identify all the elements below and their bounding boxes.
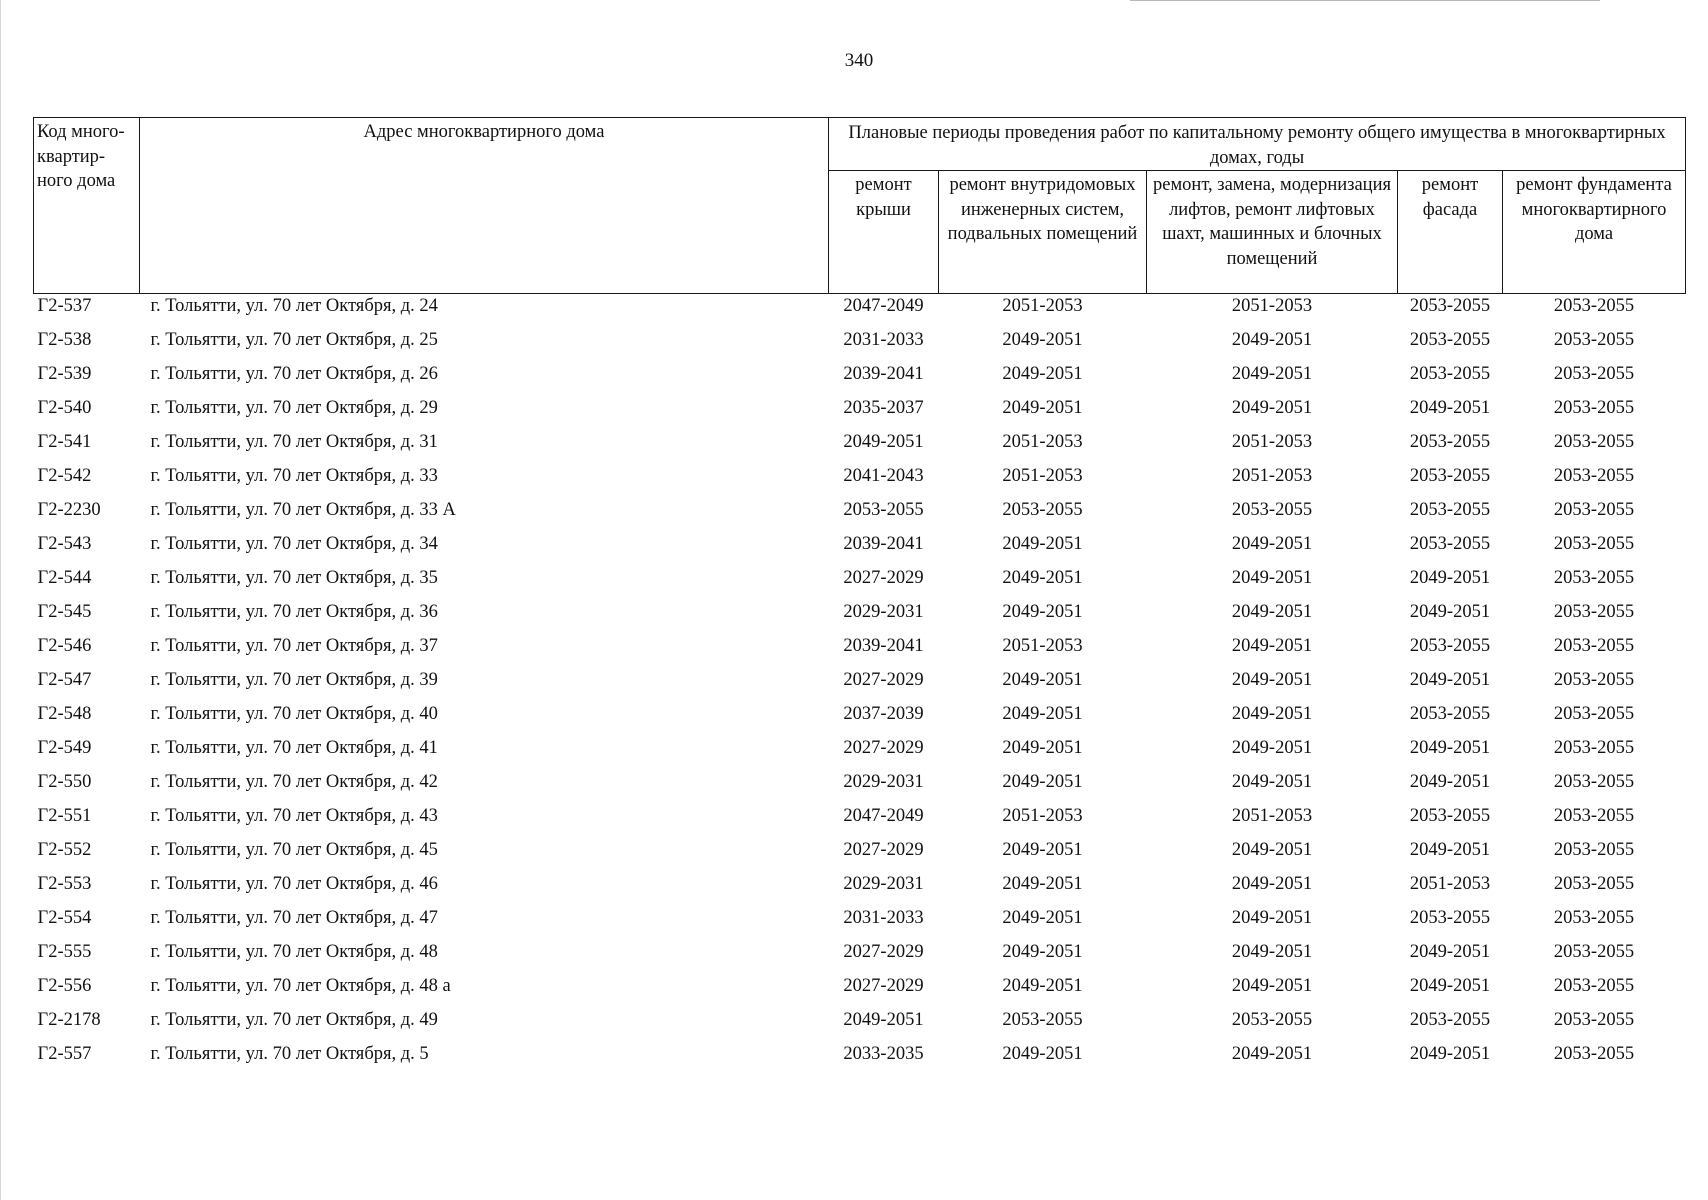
cell-foundation: 2053-2055 [1553,1044,1635,1064]
cell-code: Г2-540 [37,398,92,418]
cell-address: г. Тольятти, ул. 70 лет Октября, д. 33 А [150,500,456,520]
table-row [34,532,1686,566]
cell-address: г. Тольятти, ул. 70 лет Октября, д. 24 [150,296,438,316]
cell-systems: 2051-2053 [1002,432,1083,452]
cell-roof: 2053-2055 [843,500,924,520]
cell-foundation: 2053-2055 [1553,636,1635,656]
cell-roof: 2047-2049 [843,806,924,826]
cell-code: Г2-542 [37,466,92,486]
cell-lifts: 2049-2051 [1231,772,1313,792]
cell-code: Г2-550 [37,772,92,792]
cell-code: Г2-543 [37,534,92,554]
cell-roof: 2039-2041 [843,636,924,656]
cell-code: Г2-538 [37,330,92,350]
cell-address: г. Тольятти, ул. 70 лет Октября, д. 26 [150,364,438,384]
header-systems: ремонт внутридомовых инженерных систем, подвальных помещений [939,171,1147,294]
cell-systems: 2053-2055 [1002,1010,1083,1030]
cell-lifts: 2053-2055 [1231,1010,1313,1030]
table-row [34,498,1686,532]
cell-systems: 2049-2051 [1002,568,1083,588]
cell-roof: 2029-2031 [843,602,924,622]
cell-systems: 2049-2051 [1002,534,1083,554]
cell-facade: 2049-2051 [1409,602,1491,622]
table-row [34,1008,1686,1042]
cell-code: Г2-544 [37,568,92,588]
cell-facade: 2053-2055 [1409,534,1491,554]
table-body [34,294,1686,1077]
cell-address: г. Тольятти, ул. 70 лет Октября, д. 35 [150,568,438,588]
cell-roof: 2031-2033 [843,330,924,350]
cell-address: г. Тольятти, ул. 70 лет Октября, д. 5 [150,1044,429,1064]
cell-systems: 2051-2053 [1002,636,1083,656]
cell-roof: 2027-2029 [843,942,924,962]
cell-address: г. Тольятти, ул. 70 лет Октября, д. 40 [150,704,438,724]
cell-facade: 2053-2055 [1409,466,1491,486]
cell-foundation: 2053-2055 [1553,364,1635,384]
cell-foundation: 2053-2055 [1553,942,1635,962]
cell-roof: 2049-2051 [843,432,924,452]
cell-facade: 2053-2055 [1409,432,1491,452]
cell-systems: 2049-2051 [1002,602,1083,622]
cell-facade: 2053-2055 [1409,908,1491,928]
cell-lifts: 2049-2051 [1231,908,1313,928]
cell-systems: 2049-2051 [1002,976,1083,996]
cell-facade: 2053-2055 [1409,364,1491,384]
cell-systems: 2049-2051 [1002,670,1083,690]
cell-code: Г2-552 [37,840,92,860]
cell-systems: 2049-2051 [1002,874,1083,894]
cell-address: г. Тольятти, ул. 70 лет Октября, д. 29 [150,398,438,418]
cell-lifts: 2049-2051 [1231,568,1313,588]
cell-address: г. Тольятти, ул. 70 лет Октября, д. 45 [150,840,438,860]
cell-foundation: 2053-2055 [1553,840,1635,860]
cell-address: г. Тольятти, ул. 70 лет Октября, д. 41 [150,738,438,758]
table-row [34,668,1686,702]
table-row [34,974,1686,1008]
cell-code: Г2-546 [37,636,92,656]
cell-facade: 2049-2051 [1409,1044,1491,1064]
cell-facade: 2053-2055 [1409,636,1491,656]
header-periods: Плановые периоды проведения работ по капитальному ремонту общего имущества в многоквартирных домах, годы [829,118,1686,171]
cell-code: Г2-541 [37,432,92,452]
cell-address: г. Тольятти, ул. 70 лет Октября, д. 37 [150,636,438,656]
cell-foundation: 2053-2055 [1553,296,1635,316]
cell-foundation: 2053-2055 [1553,432,1635,452]
cell-lifts: 2049-2051 [1231,1044,1313,1064]
cell-address: г. Тольятти, ул. 70 лет Октября, д. 46 [150,874,438,894]
cell-lifts: 2049-2051 [1231,364,1313,384]
cell-lifts: 2049-2051 [1231,602,1313,622]
cell-foundation: 2053-2055 [1553,534,1635,554]
cell-lifts: 2051-2053 [1231,432,1313,452]
cell-lifts: 2049-2051 [1231,670,1313,690]
cell-roof: 2035-2037 [843,398,924,418]
cell-address: г. Тольятти, ул. 70 лет Октября, д. 48 [150,942,438,962]
table-row [34,872,1686,906]
cell-facade: 2051-2053 [1409,874,1491,894]
table-row [34,1042,1686,1076]
cell-code: Г2-553 [37,874,92,894]
cell-address: г. Тольятти, ул. 70 лет Октября, д. 42 [150,772,438,792]
cell-code: Г2-549 [37,738,92,758]
cell-code: Г2-547 [37,670,92,690]
cell-roof: 2029-2031 [843,772,924,792]
cell-systems: 2051-2053 [1002,296,1083,316]
header-roof: ремонт крыши [829,171,939,294]
cell-facade: 2049-2051 [1409,568,1491,588]
cell-facade: 2053-2055 [1409,806,1491,826]
cell-systems: 2051-2053 [1002,466,1083,486]
cell-code: Г2-539 [37,364,92,384]
cell-foundation: 2053-2055 [1553,874,1635,894]
cell-foundation: 2053-2055 [1553,568,1635,588]
cell-roof: 2027-2029 [843,840,924,860]
table-row [34,464,1686,498]
cell-code: Г2-537 [37,296,92,316]
cell-address: г. Тольятти, ул. 70 лет Октября, д. 33 [150,466,438,486]
cell-lifts: 2049-2051 [1231,942,1313,962]
cell-lifts: 2049-2051 [1231,704,1313,724]
cell-foundation: 2053-2055 [1553,738,1635,758]
table-row [34,362,1686,396]
cell-code: Г2-557 [37,1044,92,1064]
scan-edge [0,0,1,1200]
cell-lifts: 2049-2051 [1231,840,1313,860]
table-row [34,702,1686,736]
cell-systems: 2049-2051 [1002,704,1083,724]
cell-code: Г2-556 [37,976,92,996]
cell-foundation: 2053-2055 [1553,398,1635,418]
cell-foundation: 2053-2055 [1553,704,1635,724]
cell-systems: 2049-2051 [1002,1044,1083,1064]
cell-address: г. Тольятти, ул. 70 лет Октября, д. 47 [150,908,438,928]
cell-roof: 2049-2051 [843,1010,924,1030]
table-row [34,600,1686,634]
cell-address: г. Тольятти, ул. 70 лет Октября, д. 43 [150,806,438,826]
header-lifts: ремонт, замена, модернизация лифтов, ремонт лифтовых шахт, машинных и блочных помещений [1147,171,1398,294]
cell-systems: 2049-2051 [1002,942,1083,962]
cell-lifts: 2049-2051 [1231,330,1313,350]
cell-roof: 2027-2029 [843,976,924,996]
cell-systems: 2049-2051 [1002,772,1083,792]
cell-facade: 2053-2055 [1409,1010,1491,1030]
cell-address: г. Тольятти, ул. 70 лет Октября, д. 48 а [150,976,451,996]
table-row [34,770,1686,804]
cell-systems: 2049-2051 [1002,364,1083,384]
cell-roof: 2039-2041 [843,364,924,384]
cell-foundation: 2053-2055 [1553,1010,1635,1030]
cell-lifts: 2049-2051 [1231,976,1313,996]
cell-systems: 2049-2051 [1002,840,1083,860]
cell-address: г. Тольятти, ул. 70 лет Октября, д. 31 [150,432,438,452]
cell-systems: 2049-2051 [1002,398,1083,418]
scan-artifact-line [1130,0,1600,1]
cell-facade: 2049-2051 [1409,840,1491,860]
cell-systems: 2051-2053 [1002,806,1083,826]
header-address: Адрес многоквартирного дома [140,118,829,294]
table-header [34,118,1686,294]
cell-roof: 2033-2035 [843,1044,924,1064]
cell-systems: 2049-2051 [1002,330,1083,350]
cell-address: г. Тольятти, ул. 70 лет Октября, д. 25 [150,330,438,350]
cell-roof: 2041-2043 [843,466,924,486]
cell-facade: 2049-2051 [1409,942,1491,962]
cell-foundation: 2053-2055 [1553,330,1635,350]
cell-code: Г2-555 [37,942,92,962]
table-row [34,634,1686,668]
cell-lifts: 2051-2053 [1231,296,1313,316]
cell-lifts: 2051-2053 [1231,466,1313,486]
cell-foundation: 2053-2055 [1553,772,1635,792]
table-row [34,838,1686,872]
cell-facade: 2053-2055 [1409,330,1491,350]
cell-foundation: 2053-2055 [1553,500,1635,520]
table-row [34,940,1686,974]
cell-foundation: 2053-2055 [1553,806,1635,826]
header-facade: ремонт фасада [1398,171,1503,294]
cell-roof: 2027-2029 [843,738,924,758]
cell-roof: 2047-2049 [843,296,924,316]
cell-lifts: 2049-2051 [1231,534,1313,554]
cell-code: Г2-2178 [37,1010,101,1030]
cell-facade: 2053-2055 [1409,704,1491,724]
cell-roof: 2037-2039 [843,704,924,724]
cell-facade: 2049-2051 [1409,738,1491,758]
cell-roof: 2027-2029 [843,568,924,588]
table-row [34,294,1686,329]
cell-foundation: 2053-2055 [1553,976,1635,996]
table-row [34,396,1686,430]
cell-lifts: 2049-2051 [1231,636,1313,656]
repair-schedule-table [33,117,1686,1076]
cell-address: г. Тольятти, ул. 70 лет Октября, д. 39 [150,670,438,690]
cell-address: г. Тольятти, ул. 70 лет Октября, д. 49 [150,1010,438,1030]
cell-facade: 2053-2055 [1409,500,1491,520]
cell-lifts: 2049-2051 [1231,874,1313,894]
cell-code: Г2-554 [37,908,92,928]
table-row [34,328,1686,362]
cell-code: Г2-2230 [37,500,101,520]
cell-address: г. Тольятти, ул. 70 лет Октября, д. 34 [150,534,438,554]
cell-facade: 2049-2051 [1409,398,1491,418]
cell-facade: 2049-2051 [1409,976,1491,996]
header-foundation: ремонт фундамента многоквартирного дома [1503,171,1686,294]
cell-foundation: 2053-2055 [1553,670,1635,690]
header-code: Код много- квартир- ного дома [34,118,140,294]
cell-lifts: 2053-2055 [1231,500,1313,520]
cell-roof: 2029-2031 [843,874,924,894]
cell-code: Г2-548 [37,704,92,724]
cell-foundation: 2053-2055 [1553,602,1635,622]
cell-systems: 2049-2051 [1002,738,1083,758]
cell-lifts: 2051-2053 [1231,806,1313,826]
cell-facade: 2049-2051 [1409,772,1491,792]
cell-systems: 2053-2055 [1002,500,1083,520]
page-number: 340 [844,50,874,71]
cell-code: Г2-551 [37,806,92,826]
cell-facade: 2053-2055 [1409,296,1491,316]
cell-lifts: 2049-2051 [1231,738,1313,758]
cell-roof: 2027-2029 [843,670,924,690]
cell-roof: 2039-2041 [843,534,924,554]
cell-lifts: 2049-2051 [1231,398,1313,418]
cell-roof: 2031-2033 [843,908,924,928]
cell-address: г. Тольятти, ул. 70 лет Октября, д. 36 [150,602,438,622]
cell-foundation: 2053-2055 [1553,466,1635,486]
table-row [34,906,1686,940]
cell-systems: 2049-2051 [1002,908,1083,928]
table-row [34,566,1686,600]
cell-facade: 2049-2051 [1409,670,1491,690]
table-row [34,804,1686,838]
cell-foundation: 2053-2055 [1553,908,1635,928]
table-row [34,736,1686,770]
cell-code: Г2-545 [37,602,92,622]
table-row [34,430,1686,464]
